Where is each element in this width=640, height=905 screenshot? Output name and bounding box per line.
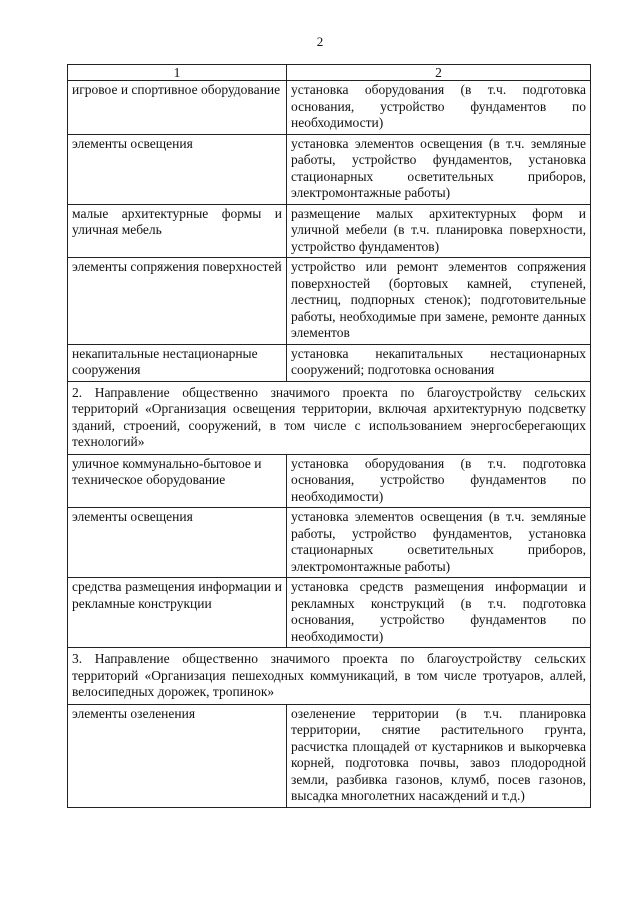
section-heading: 2. Направление общественно значимого проекта по благоустройству сельских территорий «Организация освещения территории, включая архитектурную подсветку зданий, строений, сооружений, в том числе с использованием энергосберегающих технологий» [68, 381, 591, 454]
section-heading: 3. Направление общественно значимого проекта по благоустройству сельских территорий «Организация пешеходных коммуникаций, в том числе тротуаров, аллей, велосипедных дорожек, тропинок» [68, 648, 591, 705]
element-type-cell: малые архитектурные формы и уличная мебель [68, 204, 287, 258]
section-heading-row [68, 648, 591, 705]
work-type-cell: озеленение территории (в т.ч. планировка территории, снятие растительного грунта, расчистка площадей от кустарников и выкорчевка корней, подготовка почвы, завоз плодородной земли, разбивка газонов, клумб, посев газонов, высадка многолетних насаждений и т.д.) [287, 704, 591, 807]
column-header-2: 2 [287, 65, 591, 81]
table-row [68, 344, 591, 381]
table-row [68, 258, 591, 345]
table-row [68, 134, 591, 204]
element-type-cell: элементы озеленения [68, 704, 287, 807]
element-type-cell: элементы сопряжения поверхностей [68, 258, 287, 345]
table-row [68, 508, 591, 578]
work-type-cell: установка элементов освещения (в т.ч. земляные работы, устройство фундаментов, установка стационарных осветительных приборов, электромонтажные работы) [287, 134, 591, 204]
table-row [68, 204, 591, 258]
element-type-cell: некапитальные нестационарные сооружения [68, 344, 287, 381]
work-type-cell: размещение малых архитектурных форм и уличной мебели (в т.ч. планировка поверхности, устройство фундаментов) [287, 204, 591, 258]
table-row [68, 704, 591, 807]
work-type-cell: установка некапитальных нестационарных сооружений; подготовка основания [287, 344, 591, 381]
table-row [68, 454, 591, 508]
work-type-cell: установка средств размещения информации и рекламных конструкций (в т.ч. подготовка основания, устройство фундаментов по необходимости) [287, 578, 591, 648]
section-heading-row [68, 381, 591, 454]
element-type-cell: элементы освещения [68, 508, 287, 578]
work-type-cell: установка оборудования (в т.ч. подготовка основания, устройство фундаментов по необходимости) [287, 81, 591, 135]
column-header-1: 1 [68, 65, 287, 81]
work-type-cell: установка оборудования (в т.ч. подготовка основания, устройство фундаментов по необходимости) [287, 454, 591, 508]
table-row [68, 578, 591, 648]
element-type-cell: уличное коммунально-бытовое и техническое оборудование [68, 454, 287, 508]
page-number: 2 [316, 34, 324, 49]
work-type-cell: установка элементов освещения (в т.ч. земляные работы, устройство фундаментов, установка стационарных осветительных приборов, электромонтажные работы) [287, 508, 591, 578]
table-row [68, 81, 591, 135]
work-type-cell: устройство или ремонт элементов сопряжения поверхностей (бортовых камней, ступеней, лестниц, подпорных стенок); подготовительные работы, необходимые при замене, ремонте данных элементов [287, 258, 591, 345]
works-table [67, 64, 591, 808]
table-header-row [68, 65, 591, 81]
element-type-cell: средства размещения информации и рекламные конструкции [68, 578, 287, 648]
element-type-cell: элементы освещения [68, 134, 287, 204]
element-type-cell: игровое и спортивное оборудование [68, 81, 287, 135]
